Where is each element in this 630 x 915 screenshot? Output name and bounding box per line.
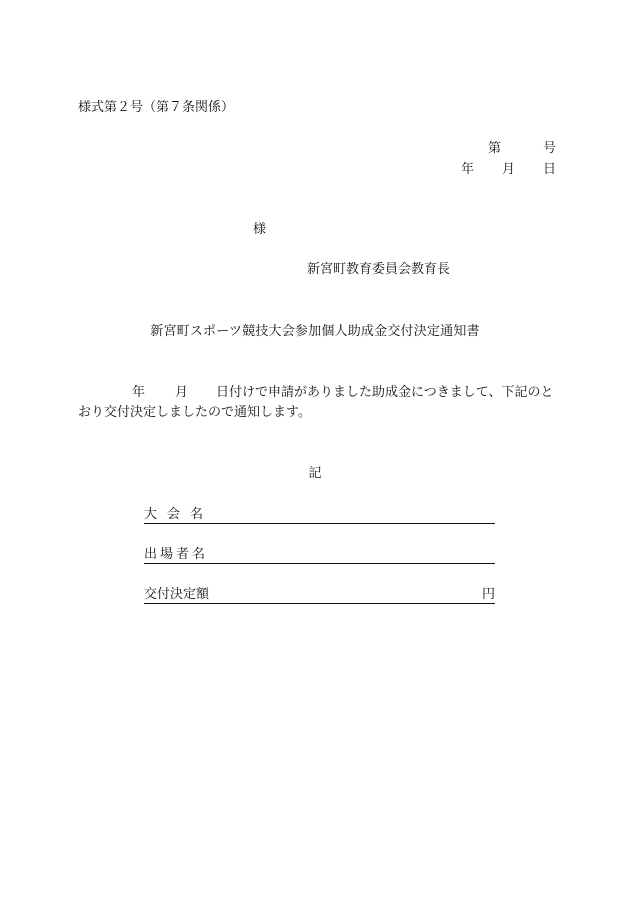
participant-name-label: 出場者名 <box>144 547 209 562</box>
document-title: 新宮町スポーツ競技大会参加個人助成金交付決定通知書 <box>150 324 480 339</box>
body-month: 月 <box>175 385 189 400</box>
event-name-label: 大会名 <box>144 507 214 522</box>
grant-amount-field <box>144 585 495 604</box>
body-year: 年 <box>132 385 146 400</box>
date-line <box>461 162 556 178</box>
grant-amount-label: 交付決定額 <box>144 587 210 602</box>
participant-name-field <box>144 545 495 564</box>
addressee-honorific: 様 <box>253 222 267 237</box>
ki-heading: 記 <box>308 466 322 481</box>
date-year: 年 <box>460 162 474 177</box>
body-paragraph <box>78 383 556 423</box>
doc-no-prefix: 第 <box>487 141 501 156</box>
date-month: 月 <box>501 162 515 177</box>
date-day: 日 <box>542 162 556 177</box>
event-name-field <box>144 505 495 524</box>
doc-no-suffix: 号 <box>542 141 556 156</box>
yen-unit: 円 <box>481 587 495 602</box>
sender-title: 新宮町教育委員会教育長 <box>307 262 451 277</box>
body-text: 日付けで申請がありました助成金につきまして、下記のとおり交付決定しましたので通知します。 <box>78 385 554 420</box>
document-number-line <box>488 141 556 157</box>
form-number: 様式第２号（第７条関係） <box>78 100 235 115</box>
